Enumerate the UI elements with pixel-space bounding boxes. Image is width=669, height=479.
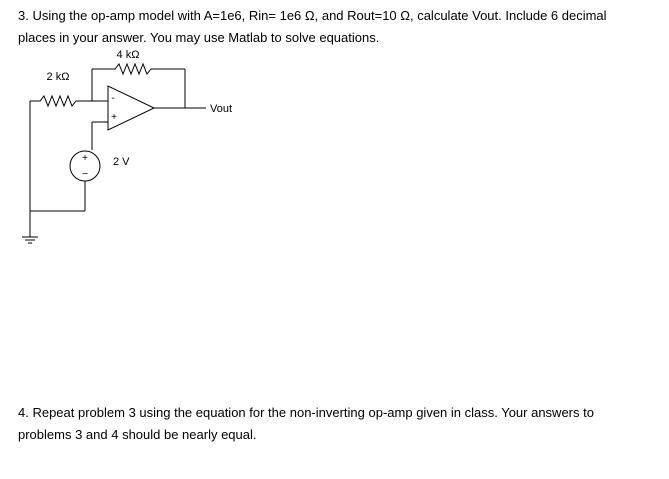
source-plus-sign: + bbox=[82, 153, 88, 164]
source-voltage-label: 2 V bbox=[113, 156, 130, 168]
input-resistor-label: 2 kΩ bbox=[46, 71, 70, 83]
problem-4-text bbox=[18, 402, 658, 446]
feedback-resistor bbox=[92, 64, 185, 74]
op-amp-symbol bbox=[108, 86, 154, 130]
problem-3-line-2: places in your answer. You may use Matlab to solve equations. bbox=[18, 30, 380, 45]
feedback-resistor-label: 4 kΩ bbox=[116, 49, 140, 61]
op-amp-noninverting-sign: + bbox=[111, 112, 117, 123]
source-minus-sign: − bbox=[82, 169, 88, 180]
problem-3-line-1: 3. Using the op-amp model with A=1e6, Rin= 1e6 Ω, and Rout=10 Ω, calculate Vout. Include 6 decimal bbox=[18, 8, 607, 23]
output-label: Vout bbox=[210, 103, 233, 115]
ground-icon bbox=[22, 237, 38, 243]
op-amp-inverting-sign: - bbox=[111, 93, 115, 104]
problem-4-line-2: problems 3 and 4 should be nearly equal. bbox=[18, 427, 257, 442]
input-resistor bbox=[30, 96, 108, 106]
problem-4-line-1: 4. Repeat problem 3 using the equation for the non-inverting op-amp given in class. Your answers to bbox=[18, 405, 594, 420]
